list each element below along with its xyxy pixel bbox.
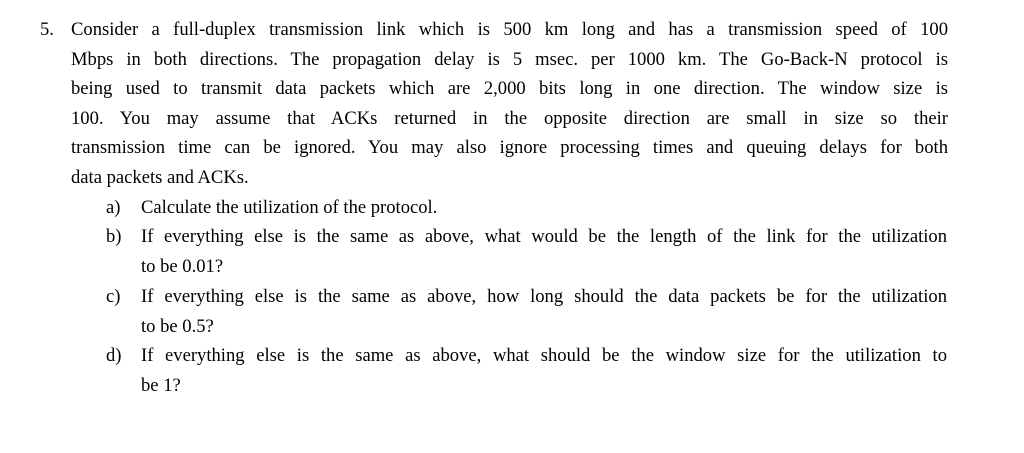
subquestion-line: If everything else is the same as above, how long should the data packets be for the utilization [141, 286, 947, 307]
question-line: being used to transmit data packets which are 2,000 bits long in one direction. The window size is [71, 78, 948, 100]
question-number: 5. [40, 19, 54, 40]
subquestion-text [141, 282, 947, 341]
question-line: Consider a full-duplex transmission link which is 500 km long and has a transmission speed of 100 [71, 19, 948, 40]
subquestion-text [141, 341, 947, 400]
question-line: Mbps in both directions. The propagation delay is 5 msec. per 1000 km. The Go-Back-N protocol is [71, 48, 948, 70]
subquestion-line: to be 0.01? [141, 255, 224, 277]
subquestion-label: b) [106, 226, 122, 247]
subquestion-text [141, 222, 947, 281]
subquestion-text [141, 193, 947, 223]
subquestion-line: If everything else is the same as above, what should be the window size for the utilization to [141, 345, 947, 366]
question-line: data packets and ACKs. [71, 166, 249, 188]
subquestion-line: to be 0.5? [141, 315, 214, 337]
subquestion-line: If everything else is the same as above, what would be the length of the link for the utilization [141, 226, 947, 247]
subquestion-line: Calculate the utilization of the protocol. [141, 197, 438, 218]
question-line: transmission time can be ignored. You may also ignore processing times and queuing delays for both [71, 137, 948, 159]
subquestion-line: be 1? [141, 374, 181, 396]
subquestion-label: a) [106, 197, 121, 218]
question-line: 100. You may assume that ACKs returned in the opposite direction are small in size so their [71, 107, 948, 129]
question-text [71, 15, 948, 193]
subquestion-label: c) [106, 286, 121, 307]
subquestion-label: d) [106, 345, 122, 366]
